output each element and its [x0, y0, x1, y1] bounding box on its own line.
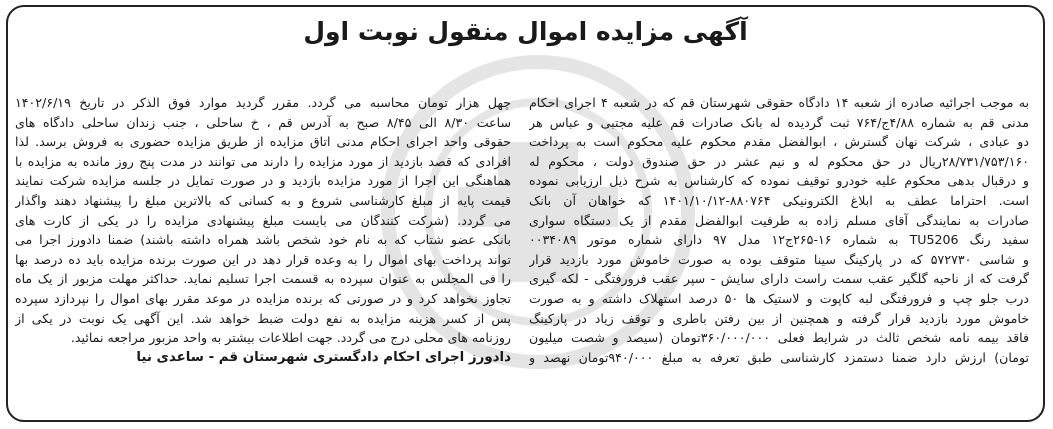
- notice-title: آگهی مزایده اموال منقول نوبت اول: [303, 17, 748, 46]
- text-line: ساعت ۸/۳۰ الی ۸/۴۵ صبح به آدرس قم ، خ ساحلی ، جنب زندان ساحلی دادگاه های: [15, 114, 511, 130]
- text-line: گرفت که از ناحیه گلگیر عقب سمت راست دارای سایش - سپر عقب فرورفتگی - لکه گیری: [529, 271, 1029, 287]
- text-line: می گردد. (شرکت کنندگان می بایست مبلغ پیشنهادی مزایده را در یکی از کارت های: [15, 212, 511, 228]
- text-line: تومان) ارزش دارد ضمنا دستمزد کارشناسی طبق تعرفه به مبلغ ۹۴۰/۰۰۰تومان نهصد و: [529, 349, 1029, 365]
- text-line: دو عبادی ، شرکت نهان گسترش ، ابوالفضل مقدم محکوم علیه محکوم است به پرداخت: [529, 134, 1029, 150]
- text-line: به موجب اجرائیه صادره از شعبه ۱۴ دادگاه حقوقی شهرستان قم که در شعبه ۴ اجرای احکام: [529, 95, 1029, 110]
- signature: دادورز اجرای احکام دادگستری شهرستان قم - ساعدی نیا: [136, 349, 511, 365]
- text-line: را فی المجلس به عنوان سپرده به قسمت اجرا تسلیم نماید. حداکثر مهلت مزبور از یک ماه: [15, 271, 511, 287]
- right-column: [529, 93, 1029, 367]
- left-column: [15, 93, 511, 367]
- text-line: افرادی که قصد بازدید از مورد مزایده را دارند می توانند در مدت پنج روز مانده به مزایده با: [15, 153, 511, 169]
- text-line: خاموش مورد بازدید قرار گرفته و همچنین از بین رفتن باطری و توقف زیاد در پارکینگ: [529, 310, 1029, 326]
- text-line: است. احتراما عطف به ابلاغ الکترونیکی ۸۸۰۷۶۴-۱۴۰۱/۱۰/۱۲ که خواهان آن بانک: [529, 192, 1029, 208]
- text-line: بانکی عضو شتاب که به نام خود شخص باشد همراه داشته باشند) ضمنا دادورز اجرا می: [15, 232, 511, 248]
- text-line: روزنامه های محلی درج می گردد. جهت اطلاعات بیشتر به واحد مزبور مراجعه نمائید.: [70, 330, 511, 346]
- text-line: درب جلو چپ و فرورفتگی لبه کاپوت و لاستیک ها ۵۰ درصد استهلاک داشته و به صورت: [529, 290, 1029, 306]
- text-line: حقوقی واحد اجرای احکام مدنی اتاق مزایده از طریق مزایده حضوری به فروش برسد. لذا: [15, 134, 511, 150]
- text-line: تواند پرداخت بهای اموال را به وعده قرار دهد در این صورت برنده مزایده باید ده درصد بها: [15, 251, 511, 267]
- text-line: و شاسی ۵۷۲۷۳۰ که در پارکینگ سینا متوقف بوده به صورت خاموش مورد بازدید قرار: [529, 251, 1029, 267]
- text-line: مدنی قم به شماره ۴/۸۸ج/۷۶۴ ثبت گردیده له بانک صادرات قم علیه مجتبی و عباس هر: [529, 114, 1029, 130]
- text-line: ۲۸/۷۳۱/۷۵۳/۱۶۰ریال در حق محکوم له و نیم عشر در حق صندوق دولت ، محکوم له: [529, 153, 1029, 169]
- text-line: سفید رنگ TU5206 به شماره ۱۶-۲۶۵ج۱۲ مدل ۹۷ دارای شماره موتور ۰۰۳۴۰۸۹: [529, 232, 1029, 248]
- text-line: هماهنگی این اجرا از مورد مزایده بازدید و در صورت تمایل در جلسه مزایده شرکت نمایند: [15, 173, 511, 189]
- notice-frame: [6, 5, 1045, 422]
- text-line: فاقد بیمه نامه شخص ثالث در شرایط فعلی ۳۶۰/۰۰۰/۰۰۰تومان (سیصد و شصت میلیون: [529, 330, 1029, 346]
- text-line: تجاوز نخواهد کرد و در صورتی که برنده مزایده در موعد مقرر بهای اموال را نپردازد سپرده: [15, 290, 511, 306]
- text-line: قیمت پایه از مبلغ کارشناسی شروع و به کسانی که بالاترین مبلغ را پیشنهاد دهند واگذار: [15, 192, 511, 208]
- text-line: و درقبال بدهی محکوم علیه خودرو توقیف نموده که کارشناس به شرح ذیل ارزیابی نموده: [529, 173, 1029, 189]
- text-line: پس از کسر هزینه مزایده به نفع دولت ضبط خواهد شد. این آگهی یک نوبت در یکی از: [15, 310, 511, 326]
- text-line: چهل هزار تومان محاسبه می گردد. مقرر گردید موارد فوق الذکر در تاریخ ۱۴۰۲/۶/۱۹: [15, 95, 511, 110]
- text-line: صادرات به نمایندگی آقای مسلم زاده به طرفیت ابوالفضل مقدم از یک دستگاه سواری: [529, 212, 1029, 228]
